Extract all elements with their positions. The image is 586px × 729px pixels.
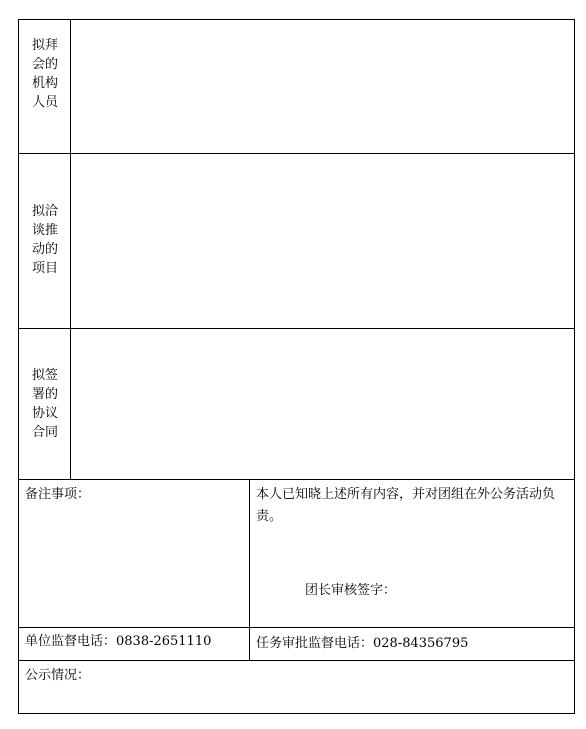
border-bottom — [18, 713, 575, 714]
contracts-label: 拟签 署的 协议 合同 — [31, 368, 58, 440]
application-form-table — [18, 19, 575, 714]
institutions-label: 拟拜 会的 机构 人员 — [31, 38, 58, 110]
signature-label: 团长审核签字： — [305, 583, 397, 598]
approval-supervision-phone: 任务审批监督电话：028-84356795 — [256, 636, 469, 651]
institutions-field[interactable] — [71, 20, 574, 153]
unit-supervision-phone: 单位监督电话：0838-2651110 — [25, 634, 212, 649]
publicity-label: 公示情况： — [25, 668, 91, 683]
projects-field[interactable] — [71, 154, 574, 328]
acknowledgement-text: 本人已知晓上述所有内容，并对团组在外公务活动负责。 — [256, 487, 556, 524]
border-right — [574, 19, 575, 714]
contracts-field[interactable] — [71, 329, 574, 479]
remarks-label: 备注事项： — [25, 487, 91, 502]
mid-column-divider — [249, 479, 250, 661]
remarks-field[interactable] — [19, 480, 249, 627]
publicity-field[interactable] — [19, 661, 574, 713]
row-divider — [18, 627, 575, 628]
projects-label: 拟洽 谈推 动的 项目 — [31, 204, 58, 276]
